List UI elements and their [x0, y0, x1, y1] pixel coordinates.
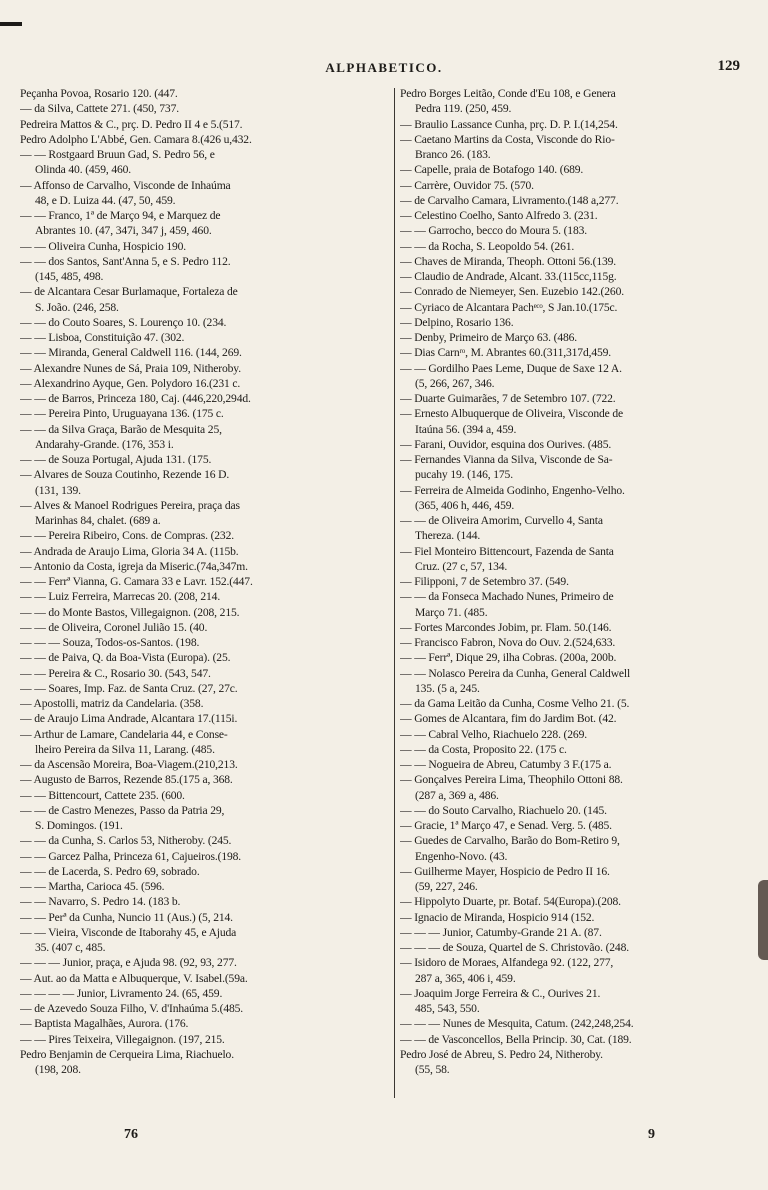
directory-entry [20, 864, 390, 879]
entry-line: — — de Souza Portugal, Ajuda 131. (175. [20, 453, 212, 466]
entry-line: — — da Fonseca Machado Nunes, Primeiro de [400, 590, 614, 604]
directory-entry [20, 589, 390, 604]
entry-line: Peçanha Povoa, Rosario 120. (447. [20, 87, 178, 100]
entry-line: — — Franco, 1ª de Março 94, e Marquez de [20, 209, 221, 222]
entry-line: — — Ferrª Vianna, G. Camara 33 e Lavr. 152.(447. [20, 575, 253, 588]
directory-entry [400, 391, 750, 406]
entry-line: — — — Junior, Catumby-Grande 21 A. (87. [400, 925, 602, 939]
directory-entry [400, 910, 750, 925]
entry-line: — — Pereira & C., Rosario 30. (543, 547. [20, 666, 211, 680]
entry-line: — Alves & Manoel Rodrigues Pereira, praça das [20, 498, 240, 512]
entry-line: — Fiel Monteiro Bittencourt, Fazenda de Santa [400, 544, 614, 558]
page-number: 129 [717, 58, 740, 74]
directory-entry [20, 788, 390, 803]
entry-line: — — do Couto Soares, S. Lourenço 10. (234. [20, 315, 227, 329]
signature-mark-right: 9 [648, 1127, 655, 1142]
entry-line: — — Rostgaard Bruun Gad, S. Pedro 56, e [20, 148, 215, 161]
entry-continuation: 35. (407 c, 485. [35, 941, 106, 954]
entry-line: — Guilherme Mayer, Hospicio de Pedro II 16. [400, 864, 610, 878]
entry-line: — da Gama Leitão da Cunha, Cosme Velho 21. (5. [400, 697, 630, 710]
entry-line: — — Martha, Carioca 45. (596. [20, 880, 165, 893]
entry-line: — — do Monte Bastos, Villegaignon. (208, 215. [20, 605, 240, 619]
entry-continuation: (59, 227, 246. [415, 880, 478, 893]
directory-entry [20, 528, 390, 543]
directory-entry [20, 284, 390, 315]
entry-line: — da Silva, Cattete 271. (450, 737. [20, 102, 179, 116]
entry-line: — — Bittencourt, Cattete 235. (600. [20, 788, 185, 802]
directory-entry [400, 284, 750, 299]
directory-entry [400, 757, 750, 772]
entry-line: — — de Lacerda, S. Pedro 69, sobrado. [20, 864, 200, 878]
entry-continuation: (198, 208. [35, 1063, 81, 1076]
entry-continuation: lheiro Pereira da Silva 11, Larang. (485. [35, 742, 215, 756]
entry-continuation: Pedra 119. (250, 459. [415, 102, 512, 116]
entry-line: — Gonçalves Pereira Lima, Theophilo Ottoni 88. [400, 773, 623, 787]
directory-entry [20, 803, 390, 834]
entry-line: Pedro Adolpho L'Abbé, Gen. Camara 8.(426 u,432. [20, 132, 252, 146]
entry-line: — Aut. ao da Matta e Albuquerque, V. Isabel.(59a. [20, 971, 248, 985]
entry-line: — de Azevedo Souza Filho, V. d'Inhaúma 5.(485. [20, 1002, 244, 1015]
entry-continuation: pucahy 19. (146, 175. [415, 468, 513, 482]
directory-entry [20, 330, 390, 345]
entry-line: — — Gordilho Paes Leme, Duque de Saxe 12 A. [400, 361, 622, 375]
entry-line: — de Araujo Lima Andrade, Alcantara 17.(115i. [20, 712, 238, 726]
directory-entry [400, 193, 750, 208]
entry-line: — — Nolasco Pereira da Cunha, General Caldwell [400, 666, 631, 680]
entry-line: — Hippolyto Duarte, pr. Botaf. 54(Europa).(208. [400, 895, 621, 909]
entry-line: — — Soares, Imp. Faz. de Santa Cruz. (27, 27c. [20, 681, 238, 695]
directory-entry [20, 1001, 390, 1016]
entry-line: — Conrado de Niemeyer, Sen. Euzebio 142.(260. [400, 285, 624, 299]
entry-line: — Caetano Martins da Costa, Visconde do Rio- [400, 132, 615, 146]
directory-entry [400, 803, 750, 818]
directory-entry [400, 223, 750, 238]
entry-line: — Duarte Guimarães, 7 de Setembro 107. (722. [400, 392, 616, 405]
entry-line: — Antonio da Costa, igreja da Miseric.(74a,347m. [20, 559, 248, 573]
directory-entry [20, 101, 390, 116]
directory-entry [400, 772, 750, 803]
entry-line: — — Navarro, S. Pedro 14. (183 b. [20, 895, 181, 909]
directory-entry [20, 498, 390, 529]
entry-line: — — da Rocha, S. Leopoldo 54. (261. [400, 239, 575, 253]
entry-line: — — — Souza, Todos-os-Santos. (198. [20, 636, 200, 649]
entry-line: — Braulio Lassance Cunha, prç. D. P. I.(14,254. [400, 117, 618, 131]
directory-entry [400, 986, 750, 1017]
page-title: ALPHABETICO. [325, 60, 443, 75]
directory-entry [20, 1016, 390, 1031]
directory-entry [20, 254, 390, 285]
directory-entry [400, 1047, 750, 1078]
entry-line: — Chaves de Miranda, Theoph. Ottoni 56.(139. [400, 254, 617, 268]
directory-entry [20, 422, 390, 453]
directory-entry [400, 711, 750, 726]
directory-entry [20, 391, 390, 406]
entry-line: — — da Silva Graça, Barão de Mesquita 25, [20, 422, 222, 436]
entry-line: — — de Oliveira Amorim, Curvello 4, Santa [400, 514, 603, 527]
printed-corner-mark [0, 22, 22, 26]
directory-entry [400, 86, 750, 117]
directory-entry [400, 925, 750, 940]
directory-entry [400, 635, 750, 650]
entry-line: — Affonso de Carvalho, Visconde de Inhaúma [20, 178, 231, 192]
entry-line: — Augusto de Barros, Rezende 85.(175 a, 368. [20, 773, 233, 787]
directory-entry [20, 315, 390, 330]
entry-continuation: 485, 543, 550. [415, 1002, 480, 1015]
entry-line: — Alvares de Souza Coutinho, Rezende 16 D. [20, 468, 230, 482]
entry-line: — — Garcez Palha, Princeza 61, Cajueiros.(198. [20, 849, 242, 863]
directory-entry [400, 254, 750, 269]
directory-entry [20, 696, 390, 711]
directory-entry [400, 406, 750, 437]
directory-entry [400, 162, 750, 177]
entry-line: — Celestino Coelho, Santo Alfredo 3. (231. [400, 209, 598, 222]
entry-continuation: Abrantes 10. (47, 347i, 347 j, 459, 460. [35, 224, 212, 238]
entry-line: — — — Junior, praça, e Ajuda 98. (92, 93, 277. [20, 956, 237, 970]
directory-entry [20, 772, 390, 787]
directory-entry [20, 147, 390, 178]
directory-entry [400, 269, 750, 284]
directory-entry [400, 437, 750, 452]
directory-entry [20, 559, 390, 574]
directory-entry [20, 925, 390, 956]
directory-entry [20, 406, 390, 421]
directory-entry [400, 1032, 750, 1047]
directory-entry [20, 361, 390, 376]
directory-entry [400, 315, 750, 330]
entry-continuation: 287 a, 365, 406 i, 459. [415, 971, 516, 985]
entry-line: — Farani, Ouvidor, esquina dos Ourives. (485. [400, 437, 612, 451]
directory-entry [20, 833, 390, 848]
directory-entry [400, 727, 750, 742]
directory-entry [20, 666, 390, 681]
entry-continuation: Marinhas 84, chalet. (689 a. [35, 514, 161, 527]
entry-line: — — Oliveira Cunha, Hospicio 190. [20, 239, 187, 253]
directory-entry [20, 910, 390, 925]
entry-line: — Fernandes Vianna da Silva, Visconde de Sa- [400, 453, 613, 466]
entry-line: Pedro Borges Leitão, Conde d'Eu 108, e Genera [400, 87, 616, 100]
entry-line: — Capelle, praia de Botafogo 140. (689. [400, 163, 584, 177]
directory-entry [20, 117, 390, 132]
entry-line: — — de Oliveira, Coronel Julião 15. (40. [20, 620, 208, 634]
directory-entry [20, 955, 390, 970]
entry-continuation: (131, 139. [35, 483, 81, 497]
directory-entry [20, 894, 390, 909]
directory-entry [20, 132, 390, 147]
entry-line: — Gracie, 1ª Março 47, e Senad. Verg. 5. (485. [400, 819, 612, 832]
entry-line: — — da Cunha, S. Carlos 53, Nitheroby. (245. [20, 834, 232, 848]
directory-entry [400, 864, 750, 895]
entry-continuation: Engenho-Novo. (43. [415, 849, 508, 863]
entry-continuation: (287 a, 369 a, 486. [415, 788, 499, 802]
directory-entry [20, 208, 390, 239]
entry-line: — Ferreira de Almeida Godinho, Engenho-Velho. [400, 483, 625, 497]
directory-entry [20, 986, 390, 1001]
entry-line: — Dias Carnʳᵒ, M. Abrantes 60.(311,317d,459. [400, 346, 612, 360]
entry-continuation: 48, e D. Luiza 44. (47, 50, 459. [35, 193, 176, 207]
entry-continuation: Andarahy-Grande. (176, 353 i. [35, 437, 174, 451]
directory-entry [400, 650, 750, 665]
directory-entry [400, 513, 750, 544]
directory-entry [20, 1032, 390, 1047]
entry-line: — Guedes de Carvalho, Barão do Bom-Retiro 9, [400, 834, 620, 848]
entry-line: — — Ferrª, Dique 29, ilha Cobras. (200a, 200b. [400, 651, 617, 665]
left-column [20, 86, 390, 1077]
directory-entry [400, 818, 750, 833]
entry-line: — — Perª da Cunha, Nuncio 11 (Aus.) (5, 214. [20, 910, 233, 924]
signature-mark-left: 76 [124, 1127, 138, 1142]
entry-line: — Joaquim Jorge Ferreira & C., Ourives 21. [400, 986, 601, 1000]
entry-line: — — Pereira Ribeiro, Cons. de Compras. (232. [20, 529, 234, 543]
entry-line: — Alexandre Nunes de Sá, Praia 109, Nitheroby. [20, 361, 241, 375]
directory-entry [20, 178, 390, 209]
entry-line: — — Miranda, General Caldwell 116. (144, 269. [20, 346, 242, 360]
entry-continuation: S. Domingos. (191. [35, 819, 123, 832]
directory-entry [20, 574, 390, 589]
directory-entry [20, 711, 390, 726]
directory-entry [400, 178, 750, 193]
column-divider [394, 88, 395, 1098]
entry-line: — Ignacio de Miranda, Hospicio 914 (152. [400, 910, 595, 924]
entry-line: — de Carvalho Camara, Livramento.(148 a,277. [400, 193, 619, 207]
directory-entry [20, 86, 390, 101]
entry-line: — — Pires Teixeira, Villegaignon. (197, 215. [20, 1032, 225, 1046]
entry-line: — da Ascensão Moreira, Boa-Viagem.(210,213. [20, 758, 238, 771]
directory-entry [400, 696, 750, 711]
entry-continuation: Março 71. (485. [415, 605, 488, 619]
directory-entry [20, 727, 390, 758]
entry-line: — — Nogueira de Abreu, Catumby 3 F.(175 a. [400, 758, 612, 771]
directory-entry [400, 833, 750, 864]
directory-entry [400, 1016, 750, 1031]
directory-entry [20, 849, 390, 864]
entry-line: — — — de Souza, Quartel de S. Christovão. (248. [400, 941, 629, 954]
directory-entry [20, 605, 390, 620]
directory-entry [20, 620, 390, 635]
directory-entry [400, 330, 750, 345]
directory-entry [400, 940, 750, 955]
directory-entry [20, 650, 390, 665]
entry-line: — Fortes Marcondes Jobim, pr. Flam. 50.(146. [400, 620, 612, 634]
page-edge-stain [758, 880, 768, 960]
directory-entry [400, 666, 750, 697]
directory-entry [20, 879, 390, 894]
entry-continuation: S. João. (246, 258. [35, 300, 119, 314]
entry-line: — Claudio de Andrade, Alcant. 33.(115cc,115g. [400, 270, 617, 283]
directory-entry [400, 452, 750, 483]
entry-line: — Denby, Primeiro de Março 63. (486. [400, 331, 578, 344]
entry-line: — Andrada de Araujo Lima, Gloria 34 A. (115b. [20, 544, 239, 558]
entry-line: — — de Vasconcellos, Bella Princip. 30, Cat. (189. [400, 1032, 632, 1046]
entry-line: — — do Souto Carvalho, Riachuelo 20. (145. [400, 803, 607, 817]
entry-continuation: Olinda 40. (459, 460. [35, 163, 132, 177]
directory-entry [400, 132, 750, 163]
directory-entry [400, 361, 750, 392]
entry-line: — Ernesto Albuquerque de Oliveira, Visconde de [400, 407, 624, 421]
directory-entry [20, 971, 390, 986]
entry-line: — — — — Junior, Livramento 24. (65, 459. [20, 986, 223, 1000]
entry-continuation: Itaúna 56. (394 a, 459. [415, 422, 517, 436]
entry-line: — — de Paiva, Q. da Boa-Vista (Europa). (25. [20, 651, 231, 665]
entry-line: — de Alcantara Cesar Burlamaque, Fortaleza de [20, 285, 238, 299]
entry-line: Pedreira Mattos & C., prç. D. Pedro II 4 e 5.(517. [20, 117, 243, 131]
directory-entry [400, 574, 750, 589]
directory-entry [20, 681, 390, 696]
entry-line: — — Luiz Ferreira, Marrecas 20. (208, 214. [20, 590, 221, 604]
directory-entry [400, 589, 750, 620]
entry-line: — — Lisboa, Constituição 47. (302. [20, 331, 185, 344]
directory-entry [400, 742, 750, 757]
entry-line: — — Cabral Velho, Riachuelo 228. (269. [400, 727, 587, 741]
right-column [400, 86, 750, 1077]
directory-entry [400, 620, 750, 635]
entry-line: Pedro Benjamin de Cerqueira Lima, Riachuelo. [20, 1047, 234, 1061]
directory-entry [400, 894, 750, 909]
directory-entry [20, 467, 390, 498]
directory-entry [20, 635, 390, 650]
entry-continuation: Cruz. (27 c, 57, 134. [415, 559, 508, 573]
entry-line: — — Garrocho, becco do Moura 5. (183. [400, 224, 587, 238]
entry-line: — — de Castro Menezes, Passo da Patria 29, [20, 803, 225, 817]
entry-line: — Carrère, Ouvidor 75. (570. [400, 178, 534, 192]
entry-line: — Isidoro de Moraes, Alfandega 92. (122, 277, [400, 956, 614, 970]
entry-continuation: (365, 406 h, 446, 459. [415, 498, 515, 512]
entry-line: — — Vieira, Visconde de Itaborahy 45, e Ajuda [20, 925, 237, 939]
directory-entry [20, 345, 390, 360]
directory-entry [20, 452, 390, 467]
directory-entry [400, 345, 750, 360]
entry-line: — Francisco Fabron, Nova do Ouv. 2.(524,633. [400, 636, 616, 649]
entry-line: — Filipponi, 7 de Setembro 37. (549. [400, 575, 569, 588]
entry-line: — Delpino, Rosario 136. [400, 315, 514, 329]
entry-continuation: Thereza. (144. [415, 529, 481, 543]
entry-line: — Baptista Magalhães, Aurora. (176. [20, 1017, 189, 1031]
directory-entry [400, 955, 750, 986]
entry-continuation: (55, 58. [415, 1063, 450, 1076]
directory-entry [20, 544, 390, 559]
directory-entry [400, 208, 750, 223]
directory-entry [20, 757, 390, 772]
entry-line: — Arthur de Lamare, Candelaria 44, e Conse- [20, 727, 228, 741]
page-header [0, 60, 768, 82]
directory-entry [20, 239, 390, 254]
directory-entry [400, 239, 750, 254]
entry-line: — — da Costa, Proposito 22. (175 c. [400, 742, 567, 756]
entry-line: — Cyriaco de Alcantara Pachᵉᶜᵒ, S Jan.10.(175c. [400, 300, 618, 314]
entry-line: — Gomes de Alcantara, fim do Jardim Bot. (42. [400, 712, 617, 726]
directory-entry [20, 376, 390, 391]
directory-entry [400, 300, 750, 315]
directory-entry [400, 483, 750, 514]
entry-continuation: (145, 485, 498. [35, 270, 104, 283]
entry-continuation: Branco 26. (183. [415, 148, 491, 161]
entry-line: Pedro José de Abreu, S. Pedro 24, Nitheroby. [400, 1047, 603, 1061]
entry-line: — Apostolli, matriz da Candelaria. (358. [20, 697, 204, 710]
entry-continuation: 135. (5 a, 245. [415, 681, 480, 695]
directory-entry [400, 117, 750, 132]
directory-entry [400, 544, 750, 575]
entry-line: — — de Barros, Princeza 180, Caj. (446,220,294d. [20, 392, 251, 405]
entry-line: — — Pereira Pinto, Uruguayana 136. (175 c. [20, 407, 224, 421]
entry-line: — — — Nunes de Mesquita, Catum. (242,248,254. [400, 1017, 634, 1031]
entry-line: — — dos Santos, Sant'Anna 5, e S. Pedro 112. [20, 254, 231, 268]
directory-entry [20, 1047, 390, 1078]
entry-continuation: (5, 266, 267, 346. [415, 376, 495, 390]
entry-line: — Alexandrino Ayque, Gen. Polydoro 16.(231 c. [20, 376, 241, 390]
